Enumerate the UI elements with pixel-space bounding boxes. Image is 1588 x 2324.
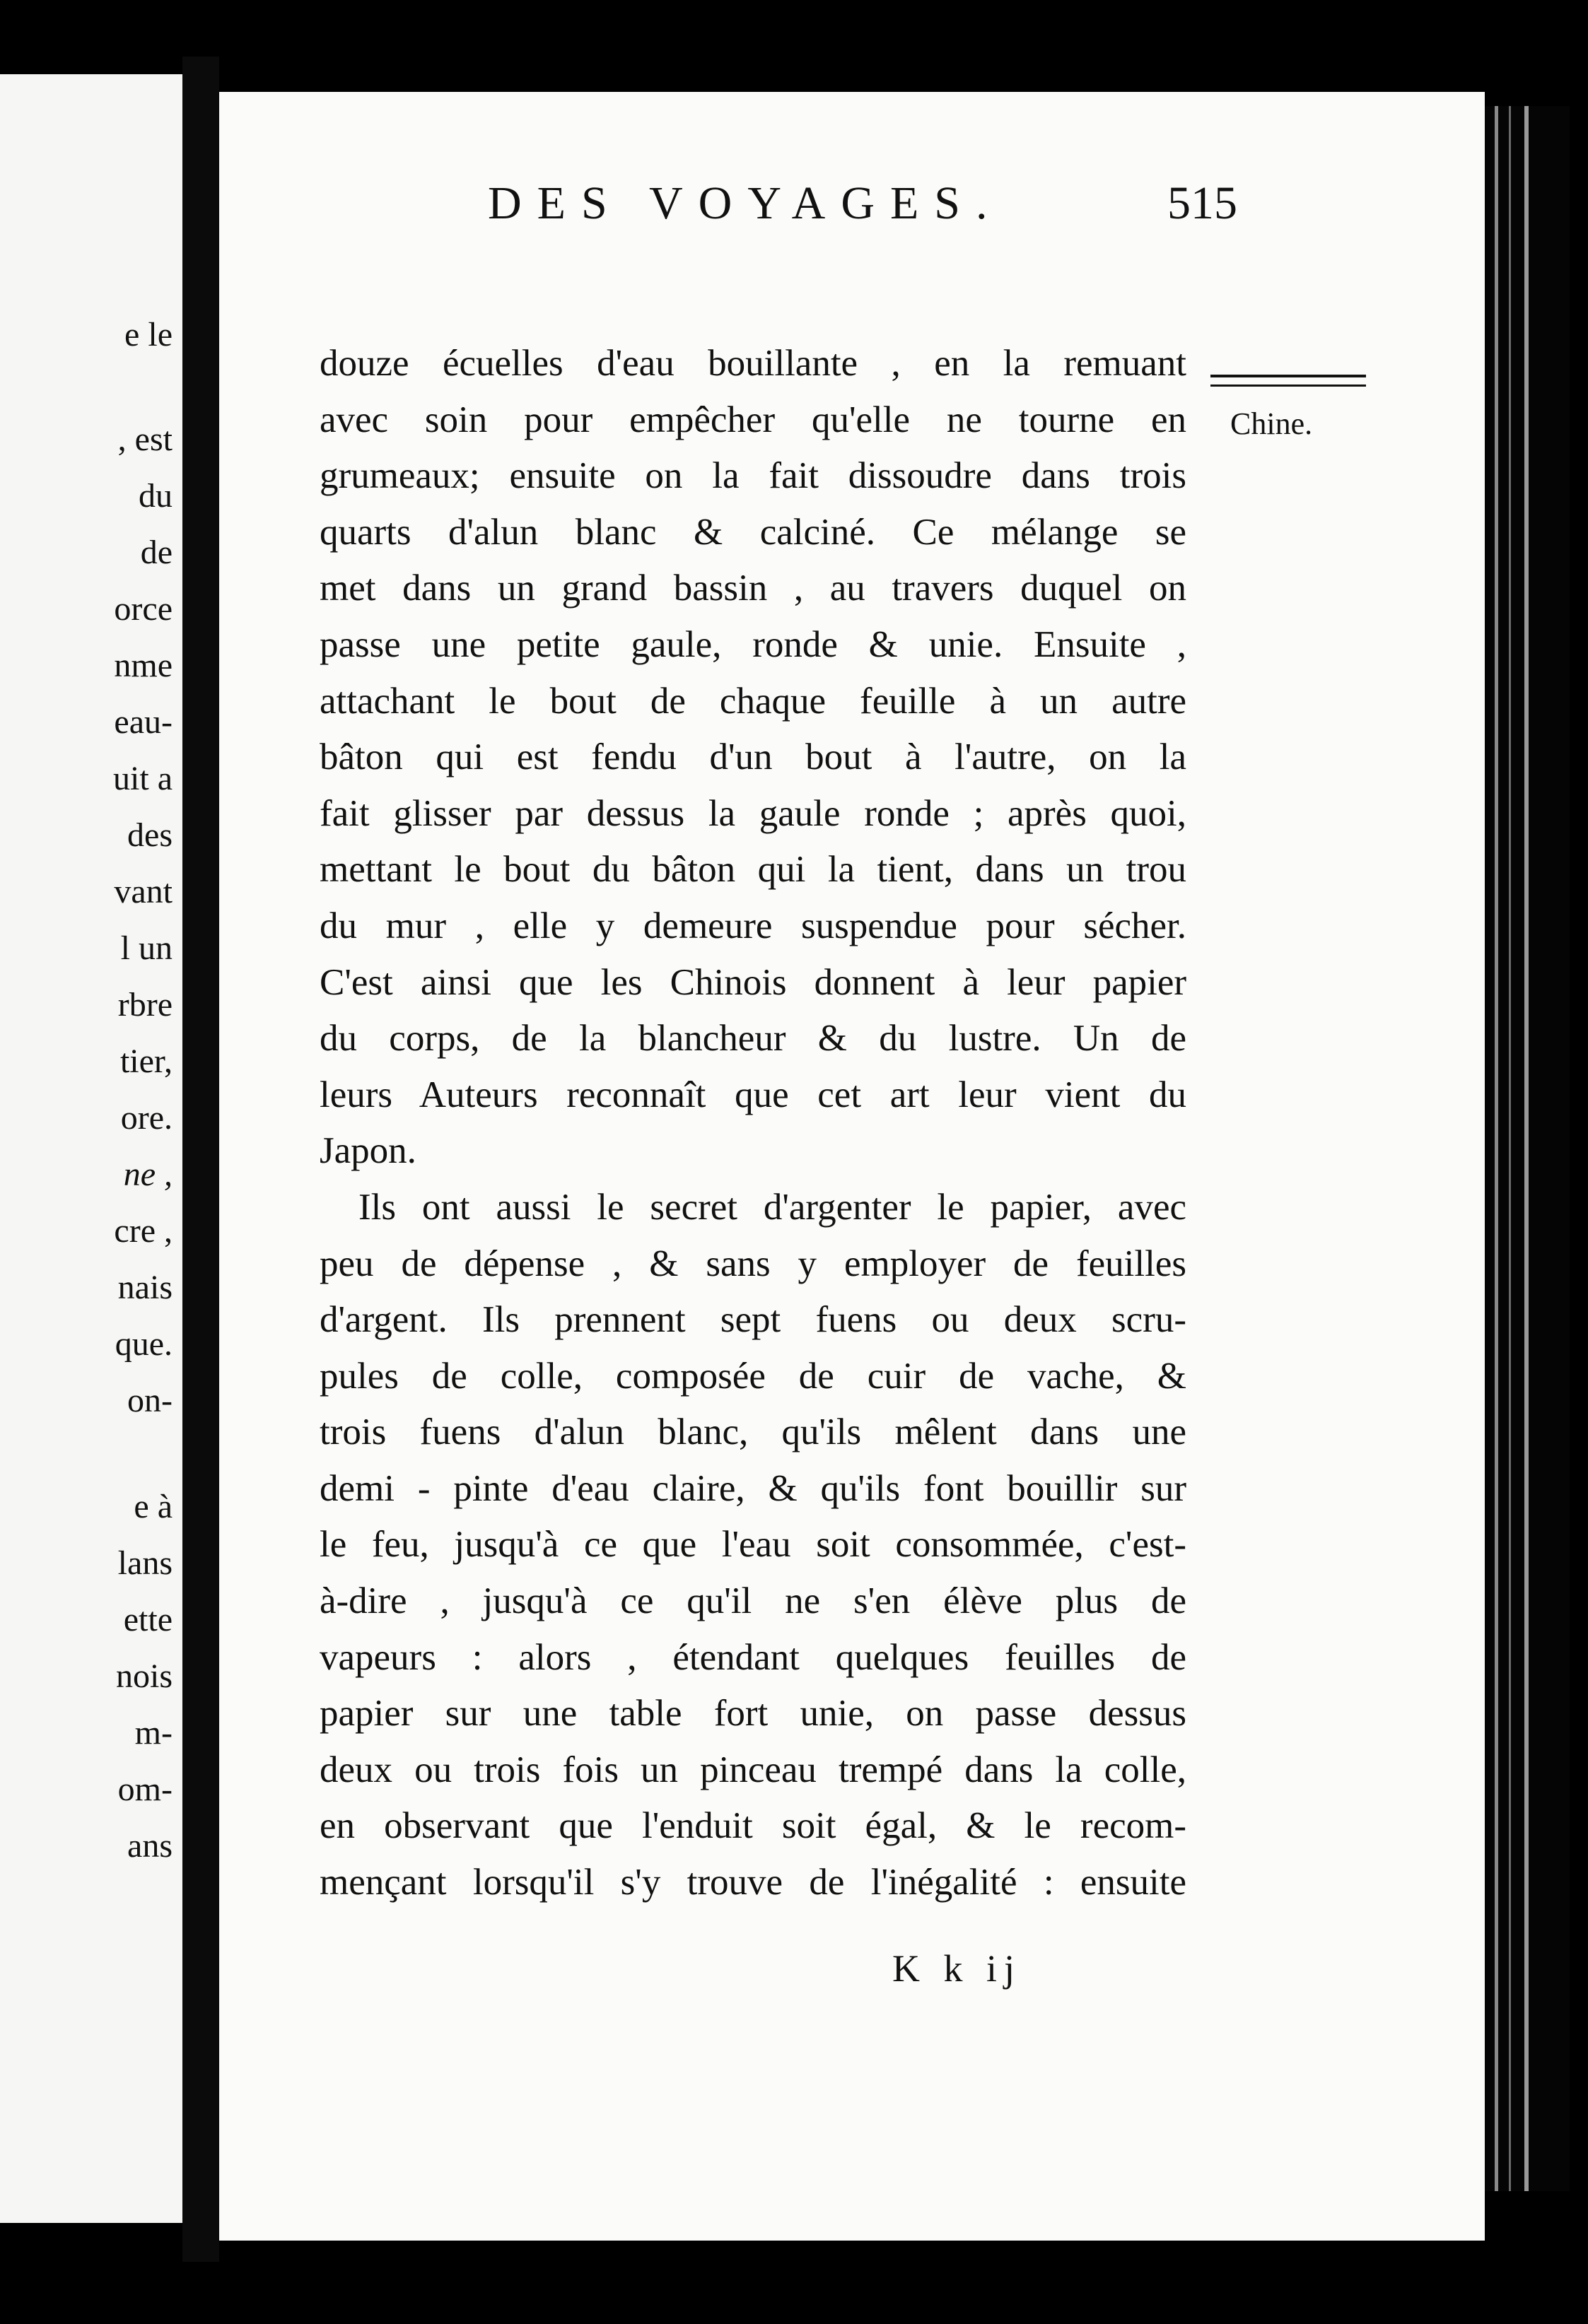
text-line: Ils ont aussi le secret d'argenter le papier, avec — [358, 1186, 1186, 1228]
text-line: à-dire , jusqu'à ce qu'il ne s'en élève plus de — [320, 1580, 1186, 1622]
text-line: grumeaux; ensuite on la fait dissoudre dans trois — [320, 455, 1186, 497]
left-page-line: , est — [117, 421, 173, 458]
margin-rule — [1210, 375, 1366, 387]
left-page-line: ans — [127, 1827, 173, 1865]
left-page-line: tier, — [119, 1043, 173, 1080]
text-line: du mur , elle y demeure suspendue pour sécher. — [320, 905, 1186, 946]
text-line: bâton qui est fendu d'un bout à l'autre, on la — [320, 736, 1186, 778]
paragraph — [320, 1180, 1186, 1911]
text-line: le feu, jusqu'à ce que l'eau soit consommée, c'est- — [320, 1524, 1186, 1566]
page-edge-stack — [1485, 106, 1570, 2191]
text-line: peu de dépense , & sans y employer de feuilles — [320, 1243, 1186, 1284]
text-line: quarts d'alun blanc & calciné. Ce mélange se — [320, 511, 1186, 553]
left-page-line: de — [140, 534, 173, 571]
left-page-line: l un — [120, 929, 173, 967]
text-line: douze écuelles d'eau bouillante , en la remuant — [320, 343, 1186, 384]
text-line: mettant le bout du bâton qui la tient, dans un trou — [320, 849, 1186, 891]
text-line: avec soin pour empêcher qu'elle ne tourne en — [320, 399, 1186, 440]
text-line: mençant lorsqu'il s'y trouve de l'inégalité : ensuite — [320, 1862, 1186, 1903]
text-line: fait glisser par dessus la gaule ronde ; après quoi, — [320, 792, 1186, 834]
left-page-line: nme — [114, 647, 173, 684]
text-line: deux ou trois fois un pinceau trempé dans la colle, — [320, 1749, 1186, 1790]
left-page-line: on- — [127, 1382, 173, 1419]
text-line: du corps, de la blancheur & du lustre. Un de — [320, 1018, 1186, 1060]
text-line: vapeurs : alors , étendant quelques feuilles de — [320, 1636, 1186, 1678]
left-page-line: eau- — [114, 703, 173, 741]
left-page-line: nois — [115, 1657, 173, 1695]
left-page-line: cre , — [114, 1212, 173, 1250]
text-line: demi - pinte d'eau claire, & qu'ils font bouillir sur — [320, 1467, 1186, 1509]
left-page-line: ne , — [123, 1156, 173, 1193]
body-text — [320, 336, 1186, 1911]
left-page-line: des — [127, 816, 173, 854]
left-page-line: e à — [134, 1488, 173, 1525]
left-page-line: nais — [117, 1269, 173, 1306]
page-number: 515 — [1167, 177, 1237, 229]
left-facing-page — [0, 74, 182, 2223]
left-page-line: ore. — [120, 1099, 173, 1137]
page-edge-line — [1524, 106, 1529, 2191]
running-header — [488, 177, 1237, 251]
text-line: C'est ainsi que les Chinois donnent à leur papier — [320, 961, 1186, 1003]
text-line: d'argent. Ils prennent sept fuens ou deux scru- — [320, 1299, 1186, 1341]
signature-mark: K k ij — [892, 1947, 1022, 1990]
text-line: met dans un grand bassin , au travers duquel on — [320, 568, 1186, 609]
page-edge-line — [1495, 106, 1498, 2191]
text-line: pules de colle, composée de cuir de vache, & — [320, 1355, 1186, 1397]
book-gutter — [182, 57, 219, 2262]
paragraph — [320, 336, 1186, 1180]
running-title: DES VOYAGES. — [488, 177, 1003, 229]
text-line: Japon. — [320, 1130, 416, 1172]
left-page-line: e le — [124, 316, 173, 353]
left-page-line: m- — [134, 1714, 173, 1751]
left-page-line: ette — [123, 1601, 173, 1638]
left-page-line: uit a — [113, 760, 173, 797]
text-line: trois fuens d'alun blanc, qu'ils mêlent dans une — [320, 1412, 1186, 1453]
left-page-line: om- — [117, 1771, 173, 1808]
margin-note: Chine. — [1230, 406, 1313, 441]
text-line: attachant le bout de chaque feuille à un autre — [320, 680, 1186, 722]
left-page-line: orce — [114, 590, 173, 628]
left-page-line: vant — [114, 873, 173, 910]
page-edge-line — [1509, 106, 1511, 2191]
left-page-line: du — [139, 477, 173, 515]
text-line: papier sur une table fort unie, on passe dessus — [320, 1693, 1186, 1735]
text-line: en observant que l'enduit soit égal, & le recom- — [320, 1805, 1186, 1847]
left-page-line: rbre — [117, 986, 173, 1023]
text-line: passe une petite gaule, ronde & unie. Ensuite , — [320, 623, 1186, 665]
left-page-line: lans — [117, 1544, 173, 1582]
left-page-line: que. — [115, 1325, 173, 1363]
text-line: leurs Auteurs reconnaît que cet art leur vient du — [320, 1074, 1186, 1115]
